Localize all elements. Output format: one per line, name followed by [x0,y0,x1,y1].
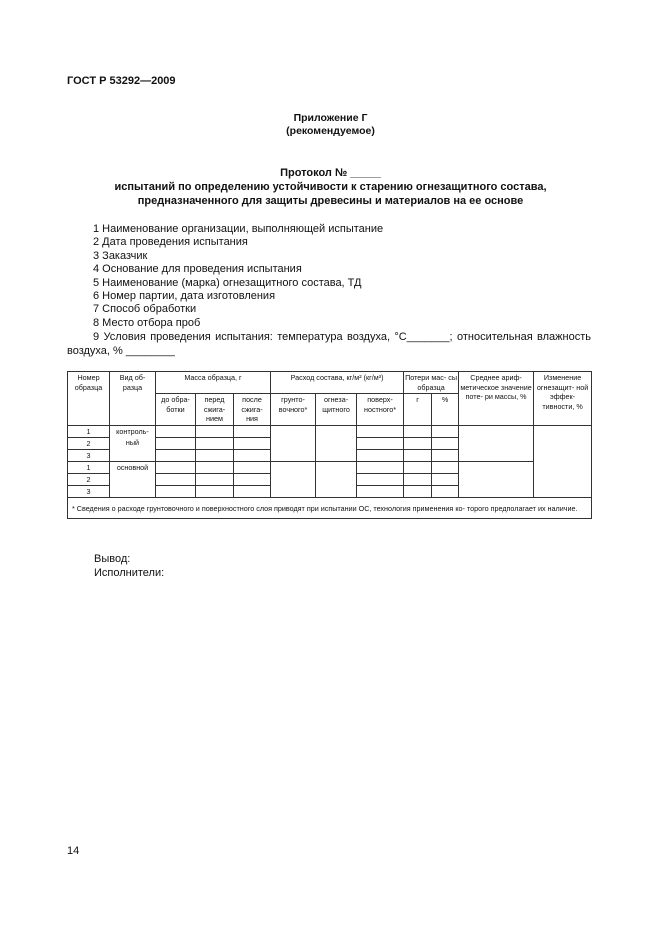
table-cell [459,461,534,497]
table-cell [534,425,592,497]
table-cell [459,425,534,461]
protocol-title: Протокол № _____ [280,167,381,179]
header-mass-loss: Потери мас- сы образца [404,372,459,394]
list-item: 5 Наименование (марка) огнезащитного состава, ТД [93,276,362,289]
table-cell [357,449,404,461]
header-mass-before-treatment: до обра- ботки [156,394,196,426]
header-consumption: Расход состава, кг/м² (кг/м³) [271,372,404,394]
header-surface: поверх- ностного* [357,394,404,426]
header-mass: Масса образца, г [156,372,271,394]
header-efficiency-change: Изменение огнезащит- ной эффек- тивности, % [534,372,592,426]
table-cell [156,437,196,449]
table-cell [404,485,432,497]
header-average-loss: Среднее ариф- метическое значение поте- ри массы, % [459,372,534,426]
table-cell [156,425,196,437]
appendix-note: (рекомендуемое) [286,125,375,137]
header-mass-after-burning: после сжига- ния [234,394,271,426]
header-loss-g: г [404,394,432,426]
header-sample-no: Номер образца [68,372,110,426]
table-cell [404,473,432,485]
table-cell [404,437,432,449]
table-row [68,425,592,437]
test-conditions-line-1: 9 Условия проведения испытания: температура воздуха, °С_______; относительная влажность [93,331,591,343]
table-cell [432,425,459,437]
list-item: 1 Наименование организации, выполняющей испытание [93,223,384,235]
table-cell [234,449,271,461]
table-cell [234,473,271,485]
header-primer: грунто- вочного* [271,394,316,426]
table-cell [271,425,316,461]
table-cell [156,473,196,485]
table-cell [357,437,404,449]
table-cell [316,425,357,461]
header-loss-pct: % [432,394,459,426]
table-cell [234,461,271,473]
list-item: 6 Номер партии, дата изготовления [93,290,276,303]
sample-no-cell: 2 [68,437,110,449]
table-cell [271,461,316,497]
table-cell [432,449,459,461]
conclusion-block [94,553,164,580]
sample-no-cell: 1 [68,425,110,437]
table-cell [196,485,234,497]
table-cell [432,461,459,473]
table-cell [196,425,234,437]
table-cell [404,449,432,461]
header-sample-type: Вид об- разца [110,372,156,426]
table-cell [357,473,404,485]
protocol-items-list [93,223,383,330]
conclusion-label: Вывод: [94,553,131,565]
document-header: ГОСТ Р 53292—2009 [67,75,176,87]
list-item: 8 Место отбора проб [93,316,201,329]
page-number: 14 [67,845,80,857]
list-item: 2 Дата проведения испытания [93,236,248,249]
test-results-table [67,371,592,519]
table-cell [432,437,459,449]
protocol-heading [0,166,661,208]
list-item: 3 Заказчик [93,249,148,262]
executors-label: Исполнители: [94,566,165,579]
table-cell [357,425,404,437]
table-row [68,461,592,473]
table-footnote: * Сведения о расходе грунтовочного и поверхностного слоя приводят при испытании ОС, технология применения ко- торого предполагает их наличие. [68,497,592,518]
header-mass-before-burning: перед сжига- нием [196,394,234,426]
table-cell [357,461,404,473]
table-cell [196,449,234,461]
list-item: 7 Способ обработки [93,303,197,316]
header-fire-retardant: огнеза- щитного [316,394,357,426]
table-cell [196,437,234,449]
table-cell [196,473,234,485]
sample-type-cell: основной [110,461,156,497]
sample-no-cell: 3 [68,449,110,461]
table-cell [357,485,404,497]
sample-no-cell: 1 [68,461,110,473]
table-cell [404,425,432,437]
table-cell [234,437,271,449]
table-cell [432,485,459,497]
table-cell [404,461,432,473]
protocol-subtitle-line-1: испытаний по определению устойчивости к старению огнезащитного состава, [114,181,547,193]
table-cell [156,449,196,461]
table-cell [196,461,234,473]
table-cell [316,461,357,497]
table-cell [156,461,196,473]
table-cell [234,425,271,437]
appendix-heading [0,112,661,138]
test-conditions [67,330,591,358]
table-cell [432,473,459,485]
sample-type-cell: контроль- ный [110,425,156,461]
protocol-subtitle-line-2: предназначенного для защиты древесины и материалов на ее основе [137,195,524,207]
appendix-title: Приложение Г [293,112,368,124]
sample-no-cell: 2 [68,473,110,485]
sample-no-cell: 3 [68,485,110,497]
table-cell [156,485,196,497]
list-item: 4 Основание для проведения испытания [93,263,302,276]
table-cell [234,485,271,497]
test-conditions-line-2: воздуха, % ________ [67,345,175,357]
